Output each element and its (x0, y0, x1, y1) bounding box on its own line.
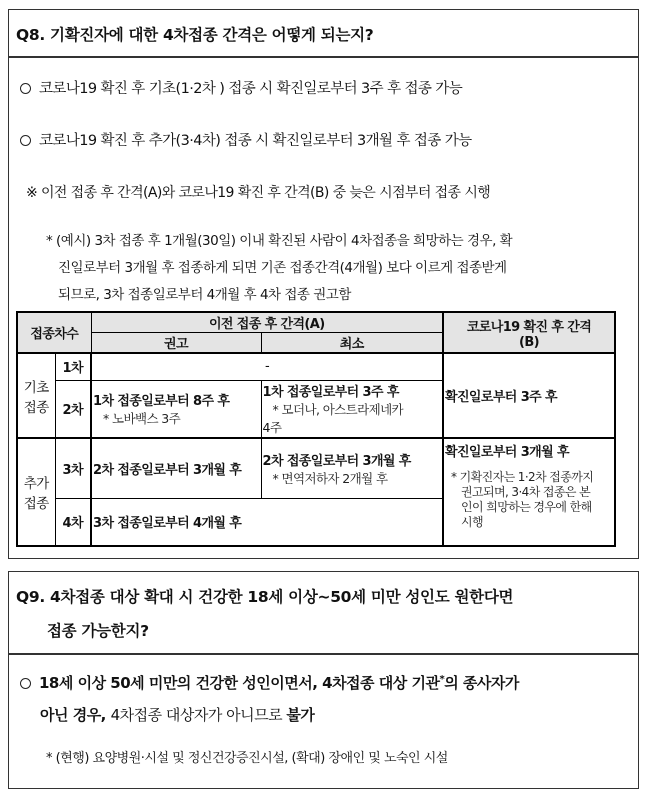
dose-2-recommended: 1차 접종일로부터 8주 후 * 노바백스 3주 (91, 380, 261, 438)
q8-example-line-3: 되므로, 3차 접종일로부터 4개월 후 4차 접종 권고함 (58, 287, 351, 303)
dose-1-value: - (91, 353, 443, 380)
q9-title-box (8, 571, 639, 654)
q8-example-line-2: 진일로부터 3개월 후 접종하게 되면 기존 접종간격(4개월) 보다 이르게 접종받게 (58, 260, 507, 276)
q9-footnote: * (현행) 요양병원·시설 및 정신건강증진시설, (확대) 장애인 및 노숙인 시설 (46, 751, 448, 766)
dose-4-label: 4차 (55, 498, 91, 546)
dose-3-label: 3차 (55, 438, 91, 498)
circle-bullet-icon (20, 83, 31, 94)
q9-answer-line-2: 아닌 경우, 4차접종 대상자가 아니므로 불가 (40, 706, 315, 724)
header-minimum: 최소 (261, 333, 443, 354)
q9-title-line-2: 접종 가능한지? (47, 622, 149, 640)
group-booster: 추가 접종 (17, 438, 55, 546)
dose-2-label: 2차 (55, 380, 91, 438)
basic-covid-interval: 확진일로부터 3주 후 (443, 353, 615, 438)
dose-3-minimum: 2차 접종일로부터 3개월 후 * 면역저하자 2개월 후 (261, 438, 443, 498)
booster-covid-note: * 기확진자는 1·2차 접종까지 권고되며, 3·4차 접종은 본 인이 희망하는 경우에 한해 시행 (451, 470, 594, 529)
dose-3-recommended: 2차 접종일로부터 3개월 후 (91, 438, 261, 498)
dose-4-value: 3차 접종일로부터 4개월 후 (91, 498, 443, 546)
q8-example-line-1: * (예시) 3차 접종 후 1개월(30일) 이내 확진된 사람이 4차접종을 희망하는 경우, 확 (46, 233, 513, 249)
group-basic: 기초 접종 (17, 353, 55, 438)
q8-bullet-1: 코로나19 확진 후 기초(1·2차 ) 접종 시 확진일로부터 3주 후 접종 가능 (20, 77, 462, 98)
q9-answer-line-1: 18세 이상 50세 미만의 건강한 성인이면서, 4차접종 대상 기관*의 종사자가 (20, 672, 519, 693)
header-covid-interval: 코로나19 확진 후 간격 (B) (443, 312, 615, 353)
interval-table (16, 311, 616, 547)
dose-2-minimum: 1차 접종일로부터 3주 후 * 모더나, 아스트라제네카 4주 (261, 380, 443, 438)
q8-title: Q8. 기확진자에 대한 4차접종 간격은 어떻게 되는지? (16, 26, 374, 44)
header-recommended: 권고 (91, 333, 261, 354)
q8-title-box (8, 9, 639, 57)
header-dose: 접종차수 (17, 312, 91, 353)
dose-1-label: 1차 (55, 353, 91, 380)
header-previous-interval: 이전 접종 후 간격(A) (91, 312, 443, 333)
booster-covid-interval: 확진일로부터 3개월 후 * 기확진자는 1·2차 접종까지 권고되며, 3·4차 접종은 본 인이 희망하는 경우에 한해 시행 (443, 438, 615, 546)
q9-title-line-1: Q9. 4차접종 대상 확대 시 건강한 18세 이상~50세 미만 성인도 원한다면 (16, 588, 514, 606)
circle-bullet-icon (20, 678, 31, 689)
circle-bullet-icon (20, 135, 31, 146)
q8-reference-note: ※ 이전 접종 후 간격(A)와 코로나19 확진 후 간격(B) 중 늦은 시점부터 접종 시행 (26, 185, 491, 201)
q8-bullet-2: 코로나19 확진 후 추가(3·4차) 접종 시 확진일로부터 3개월 후 접종 가능 (20, 129, 472, 150)
